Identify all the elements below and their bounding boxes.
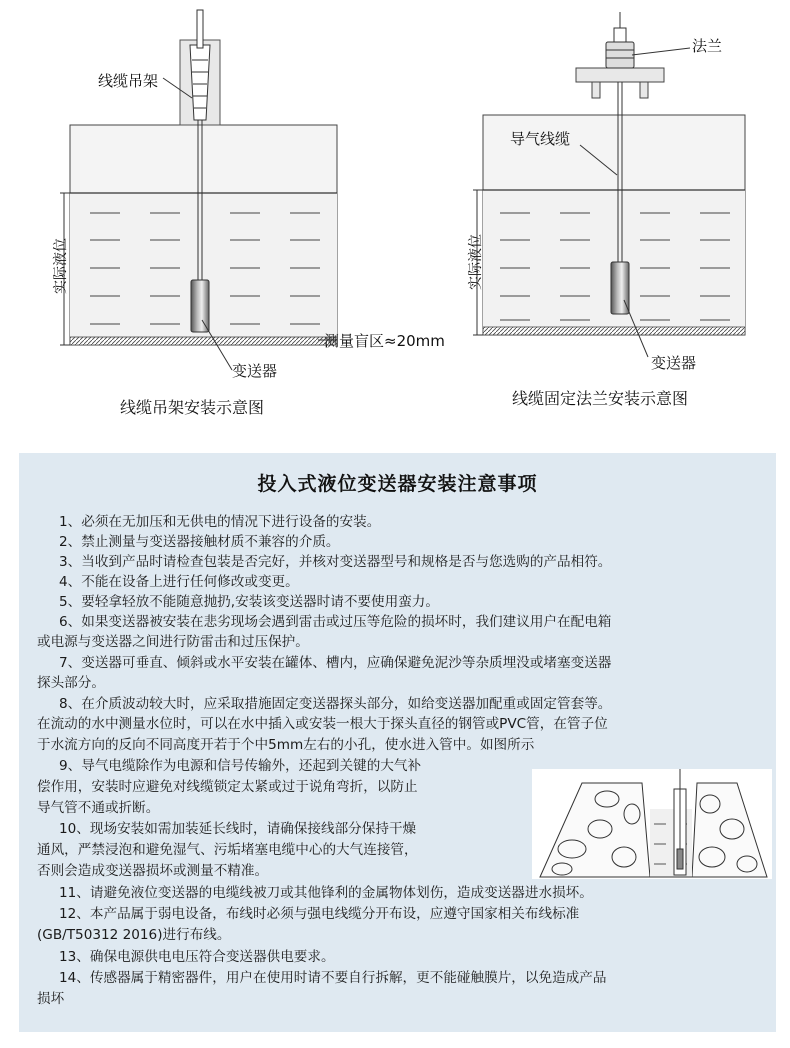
- note-line: 4、不能在设备上进行任何修改或变更。: [59, 574, 299, 590]
- diagrams-drawing: [0, 0, 790, 450]
- installation-diagrams: [0, 0, 790, 450]
- note-line: 2、禁止测量与变送器接触材质不兼容的介质。: [59, 534, 340, 550]
- notes-title: 投入式液位变送器安装注意事项: [257, 473, 538, 495]
- note-line: 5、要轻拿轻放不能随意抛扔,安装该变送器时请不要使用蛮力。: [59, 594, 439, 610]
- note-line: (GB/T50312 2016)进行布线。: [37, 927, 231, 943]
- note-line: 偿作用，安装时应避免对线缆锁定太紧或过于说角弯折，以防止: [37, 779, 418, 795]
- label-transmitter-right: 变送器: [651, 354, 697, 372]
- note-line: 8、在介质波动较大时，应采取措施固定变送器探头部分，如给变送器加配重或固定管套等。: [59, 696, 612, 712]
- note-line: 探头部分。: [37, 675, 105, 691]
- note-line: 12、本产品属于弱电设备，布线时必须与强电线缆分开布设，应遵守国家相关布线标准: [59, 906, 580, 922]
- note-line: 13、确保电源供电电压符合变送器供电要求。: [59, 949, 335, 965]
- note-line: 9、导气电缆除作为电源和信号传输外，还起到关键的大气补: [59, 758, 422, 774]
- note-line: 7、变送器可垂直、倾斜或水平安装在罐体、槽内，应确保避免泥沙等杂质埋没或堵塞变送器: [59, 655, 612, 671]
- note-line: 6、如果变送器被安装在悲劣现场会遇到雷击或过压等危险的损坏时，我们建议用户在配电箱: [59, 614, 612, 630]
- pipe-installation-figure: [532, 769, 772, 879]
- label-flange: 法兰: [692, 37, 723, 55]
- note-line: 导气管不通或折断。: [37, 800, 160, 816]
- label-vented-cable: 导气线缆: [510, 130, 571, 148]
- note-line: 通风，严禁浸泡和避免湿气、污垢堵塞电缆中心的大气连接管，: [37, 842, 418, 858]
- right-tank-diagram: [473, 12, 745, 357]
- note-line: 14、传感器属于精密器件，用户在使用时请不要自行拆解，更不能碰触膜片，以免造成产品: [59, 970, 607, 986]
- note-line: 3、当收到产品时请检查包装是否完好，并核对变送器型号和规格是否与您选购的产品相符。: [59, 554, 612, 570]
- caption-cable-hanger: 线缆吊架安装示意图: [120, 398, 265, 417]
- note-line: 11、请避免液位变送器的电缆线被刀或其他锋利的金属物体划伤，造成变送器进水损坏。: [59, 885, 593, 901]
- caption-flange: 线缆固定法兰安装示意图: [512, 389, 689, 408]
- note-line: 10、现场安装如需加装延长线时，请确保接线部分保持干燥: [59, 821, 417, 837]
- note-line: 损坏: [37, 991, 65, 1007]
- note-line: 1、必须在无加压和无供电的情况下进行设备的安装。: [59, 514, 381, 530]
- label-cable-hanger: 线缆吊架: [98, 72, 159, 90]
- note-line: 在流动的水中测量水位时，可以在水中插入或安装一根大于探头直径的钢管或PVC管，在管子位: [37, 716, 608, 732]
- note-line: 或电源与变送器之间进行防雷击和过压保护。: [37, 634, 309, 650]
- installation-notes-panel: [19, 453, 776, 1032]
- label-transmitter-left: 变送器: [232, 362, 278, 380]
- label-blind-zone: 测量盲区≈20mm: [324, 332, 445, 350]
- note-line: 于水流方向的反向不同高度开若于个中5mm左右的小孔，使水进入管中。如图所示: [37, 737, 535, 753]
- label-actual-level-right: 实际液位: [468, 234, 484, 290]
- note-line: 否则会造成变送器损坏或测量不精准。: [37, 863, 269, 879]
- left-tank-diagram: [60, 10, 337, 370]
- label-actual-level-left: 实际液位: [53, 238, 69, 294]
